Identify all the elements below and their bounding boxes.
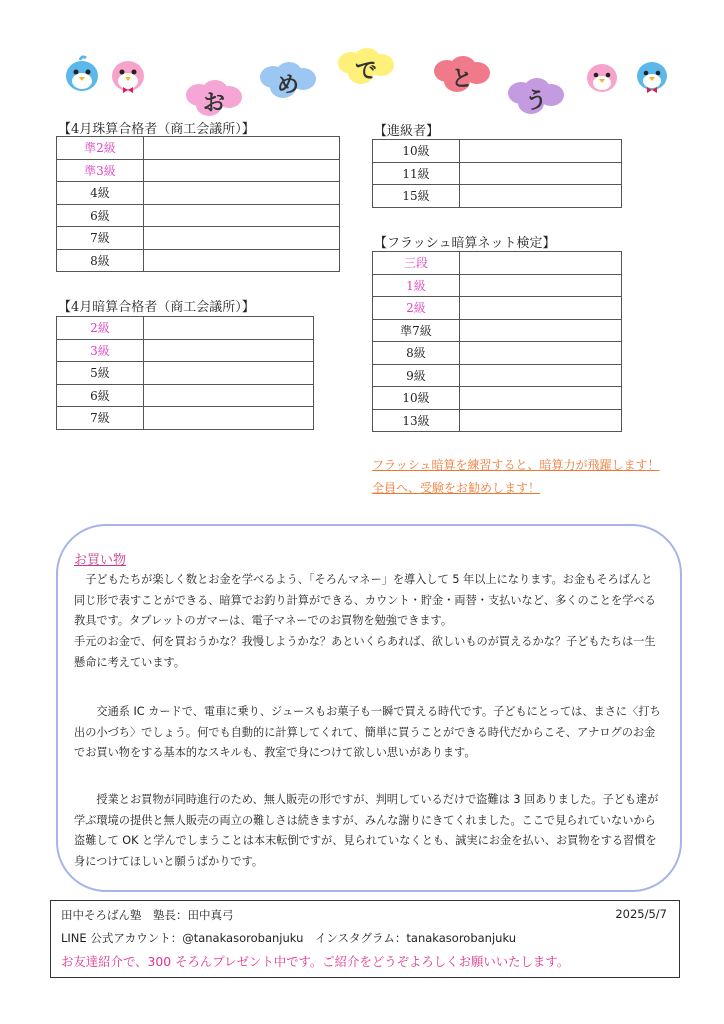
header-char-me: め [276,73,299,98]
flash-row [373,364,622,387]
promotion-grade-label: 10級 [373,140,460,163]
flower-o [184,80,244,118]
mental-title: 【4月暗算合格者（商工会議所）】 [58,300,255,315]
flash-grade-label: 準7級 [373,319,460,342]
header-char-o: お [202,91,225,116]
flower-de [336,48,396,86]
footer-school: 田中そろばん塾 塾長：田中真弓 [61,908,234,922]
promotion-names-cell [460,140,622,163]
footer-promo: お友達紹介で、300 そろんプレゼント中です。ご紹介をどうぞよろしくお願いいたします。 [61,954,570,969]
abacus-grade-label: 準3級 [57,159,144,182]
mental-grade-label: 6級 [57,384,144,407]
promotion-grade-label: 11級 [373,162,460,185]
blue-bird-right-icon [632,54,672,94]
flower-u [506,78,566,116]
flash-note-1: フラッシュ暗算を練習すると、暗算力が飛躍します！ [372,458,660,472]
flash-row [373,252,622,275]
promotion-row [373,140,622,163]
abacus-row [57,137,340,160]
flash-names-cell [460,297,622,320]
abacus-table [56,136,340,272]
flash-grade-label: 8級 [373,342,460,365]
promotion-table [372,139,622,208]
promotion-title: 【進級者】 [374,124,440,139]
mental-names-cell [144,317,314,340]
flash-names-cell [460,274,622,297]
shopping-paragraph-2: 交通系 IC カードで、電車に乗り、ジュースもお菓子も一瞬で買える時代です。子どもにとっては、まさに〈打ち出の小づち〉でしょう。何でも自動的に計算してくれて、簡単に買うことができる時代だからこそ、アナログのお金でお買い物をする基本的なスキルも、教室で身につけて欲しい思いがあります。 [74,705,661,759]
abacus-title: 【4月珠算合格者（商工会議所）】 [58,122,255,137]
mental-row [57,362,314,385]
footer-date: 2025/5/7 [615,907,667,921]
abacus-grade-label: 8級 [57,249,144,272]
flash-grade-label: 10級 [373,387,460,410]
abacus-grade-label: 準2級 [57,137,144,160]
shopping-paragraph-1: 子どもたちが楽しく数とお金を学べるよう、「そろんマネー」を導入して 5 年以上になります。お金もそろばんと同じ形で表すことができる、暗算でお釣り計算ができる、カウント・貯金・両替・支払いなど、多くのことを学べる教具です。タブレットのガマーは、電子マネーでのお買物を勉強できます。 [74,573,656,627]
mental-names-cell [144,384,314,407]
mental-names-cell [144,339,314,362]
shopping-paragraph-1b: 手元のお金で、何を買おうかな？我慢しようかな？あといくらあれば、欲しいものが買えるかな？子どもたちは一生懸命に考えています。 [74,635,656,669]
mental-grade-label: 5級 [57,362,144,385]
abacus-names-cell [144,249,340,272]
abacus-grade-label: 7級 [57,227,144,250]
flash-table [372,251,622,432]
footer-contact: LINE 公式アカウント：@tanakasorobanjuku インスタグラム：tanakasorobanjuku [61,931,517,945]
abacus-names-cell [144,204,340,227]
pink-bird-right-icon [582,56,622,96]
header-char-to: と [450,67,473,92]
mental-table [56,316,314,430]
mental-names-cell [144,407,314,430]
abacus-row [57,227,340,250]
flash-grade-label: 1級 [373,274,460,297]
abacus-names-cell [144,137,340,160]
mental-grade-label: 3級 [57,339,144,362]
flash-names-cell [460,387,622,410]
blue-bird-icon [62,54,102,94]
mental-row [57,317,314,340]
flash-names-cell [460,364,622,387]
mental-grade-label: 7級 [57,407,144,430]
flash-grade-label: 2級 [373,297,460,320]
flash-names-cell [460,252,622,275]
abacus-names-cell [144,182,340,205]
flash-names-cell [460,319,622,342]
promotion-names-cell [460,185,622,208]
shopping-paragraph-3: 授業とお買物が同時進行のため、無人販売の形ですが、判明しているだけで盗難は 3 回ありました。子ども達が学ぶ環境の提供と無人販売の両立の難しさは続きますが、みんな謝りにきてくれました。ここで見られていないから盗難して OK と学んでしまうことは本末転倒ですが、見られていなくとも、誠実にお金を払い、お買物をする習慣を身につけてほしいと願うばかりです。 [74,793,659,868]
mental-grade-label: 2級 [57,317,144,340]
flash-title: 【フラッシュ暗算ネット検定】 [374,236,556,251]
flash-row [373,319,622,342]
flash-grade-label: 三段 [373,252,460,275]
promotion-row [373,162,622,185]
abacus-names-cell [144,159,340,182]
mental-row [57,384,314,407]
flash-row [373,297,622,320]
shopping-title: お買い物 [74,553,127,568]
mental-row [57,339,314,362]
flash-row [373,342,622,365]
flash-names-cell [460,342,622,365]
mental-row [57,407,314,430]
abacus-row [57,159,340,182]
flash-grade-label: 9級 [373,364,460,387]
flash-row [373,409,622,432]
abacus-names-cell [144,227,340,250]
mental-names-cell [144,362,314,385]
abacus-row [57,204,340,227]
header-char-de: で [354,59,377,84]
abacus-grade-label: 6級 [57,204,144,227]
flower-me [258,62,318,100]
header-char-u: う [524,89,547,114]
flower-to [432,56,492,94]
flash-row [373,387,622,410]
promotion-row [373,185,622,208]
flash-note-2: 全員へ、受験をお勧めします！ [372,481,541,495]
footer-box [50,900,680,978]
flash-grade-label: 13級 [373,409,460,432]
flash-names-cell [460,409,622,432]
flash-row [373,274,622,297]
abacus-row [57,182,340,205]
abacus-row [57,249,340,272]
promotion-grade-label: 15級 [373,185,460,208]
pink-bird-icon [108,54,148,94]
promotion-names-cell [460,162,622,185]
abacus-grade-label: 4級 [57,182,144,205]
